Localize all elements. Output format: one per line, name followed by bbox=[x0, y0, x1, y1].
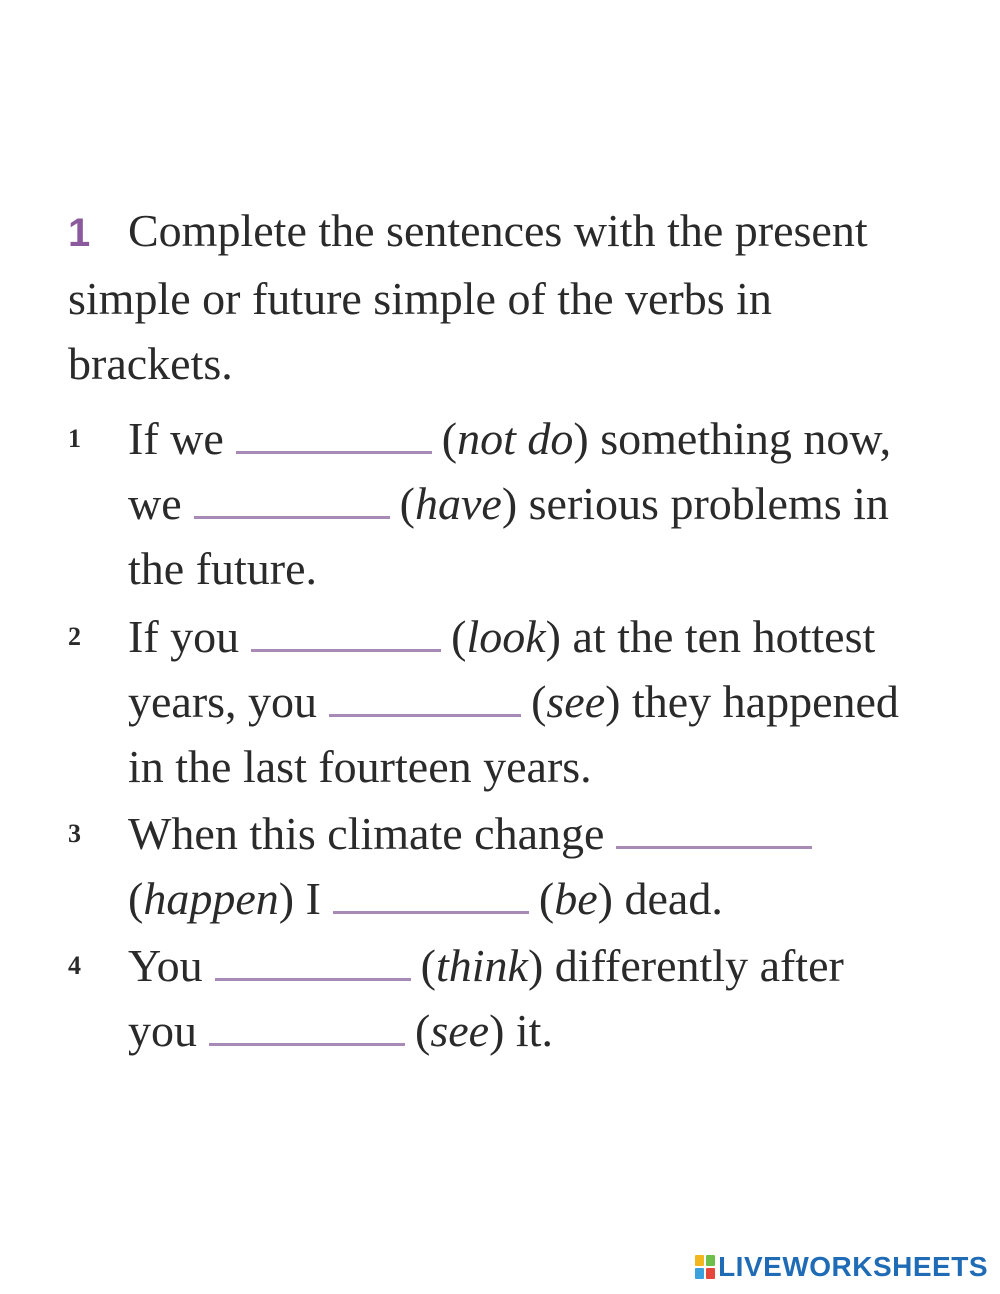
sentence-text: dead. bbox=[624, 873, 723, 924]
question-line: If we (not do) something now, bbox=[128, 413, 892, 464]
answer-blank-1b[interactable] bbox=[194, 484, 390, 519]
sentence-text: at the ten hottest bbox=[572, 611, 876, 662]
sentence-text: serious problems in bbox=[528, 478, 889, 529]
exercise-number: 1 bbox=[68, 211, 91, 255]
sentence-text: When this climate change bbox=[128, 808, 605, 859]
sentence-text: I bbox=[305, 873, 321, 924]
answer-blank-2b[interactable] bbox=[329, 682, 521, 717]
verb-hint: think bbox=[435, 940, 528, 991]
sentence-text: you bbox=[128, 1005, 197, 1056]
instruction-line-3: brackets. bbox=[68, 338, 233, 389]
answer-blank-2a[interactable] bbox=[251, 617, 441, 652]
sentence-text: something now, bbox=[600, 413, 892, 464]
question-line bbox=[128, 801, 822, 866]
sentence-text: differently after bbox=[554, 940, 844, 991]
question-line: years, you (see) they happened bbox=[128, 676, 899, 727]
question-line: you (see) it. bbox=[128, 1005, 553, 1056]
liveworksheets-logo[interactable] bbox=[695, 1250, 988, 1284]
answer-blank-3b[interactable] bbox=[333, 879, 529, 914]
sentence-text: we bbox=[128, 478, 182, 529]
logo-square-icon bbox=[695, 1268, 704, 1279]
sentence-text: the future. bbox=[128, 543, 318, 594]
verb-hint: look bbox=[466, 611, 546, 662]
verb-hint: happen bbox=[143, 873, 279, 924]
question-line: If you (look) at the ten hottest bbox=[128, 611, 876, 662]
question-line bbox=[128, 536, 317, 601]
logo-square-icon bbox=[706, 1255, 715, 1266]
verb-hint: have bbox=[414, 478, 502, 529]
sentence-text: You bbox=[128, 940, 203, 991]
question-line: (happen) I (be) dead. bbox=[128, 873, 723, 924]
answer-blank-3a[interactable] bbox=[616, 814, 812, 849]
logo-square-icon bbox=[706, 1268, 715, 1279]
logo-square-icon bbox=[695, 1255, 704, 1266]
verb-hint: see bbox=[430, 1005, 490, 1056]
instruction-line-1: Complete the sentences with the present bbox=[128, 205, 868, 256]
verb-hint: not do bbox=[457, 413, 574, 464]
answer-blank-4b[interactable] bbox=[209, 1011, 405, 1046]
question-number: 3 bbox=[68, 819, 81, 848]
answer-blank-1a[interactable] bbox=[236, 419, 432, 454]
sentence-text: If you bbox=[128, 611, 240, 662]
answer-blank-4a[interactable] bbox=[215, 946, 411, 981]
question-number: 1 bbox=[68, 424, 81, 453]
question-number: 4 bbox=[68, 951, 81, 980]
brand-name: LIVEWORKSHEETS bbox=[718, 1251, 988, 1282]
sentence-text: it. bbox=[515, 1005, 553, 1056]
instruction-line-2: simple or future simple of the verbs in bbox=[68, 273, 772, 324]
verb-hint: see bbox=[546, 676, 606, 727]
question-line: we (have) serious problems in bbox=[128, 478, 889, 529]
sentence-text: If we bbox=[128, 413, 224, 464]
question-number: 2 bbox=[68, 622, 81, 651]
liveworksheets-logo-icon bbox=[695, 1255, 715, 1279]
sentence-text: years, you bbox=[128, 676, 318, 727]
sentence-text: they happened bbox=[631, 676, 899, 727]
question-line bbox=[128, 734, 592, 799]
verb-hint: be bbox=[554, 873, 598, 924]
instructions bbox=[68, 198, 948, 396]
sentence-text: in the last fourteen years. bbox=[128, 741, 592, 792]
question-line: You (think) differently after bbox=[128, 940, 844, 991]
